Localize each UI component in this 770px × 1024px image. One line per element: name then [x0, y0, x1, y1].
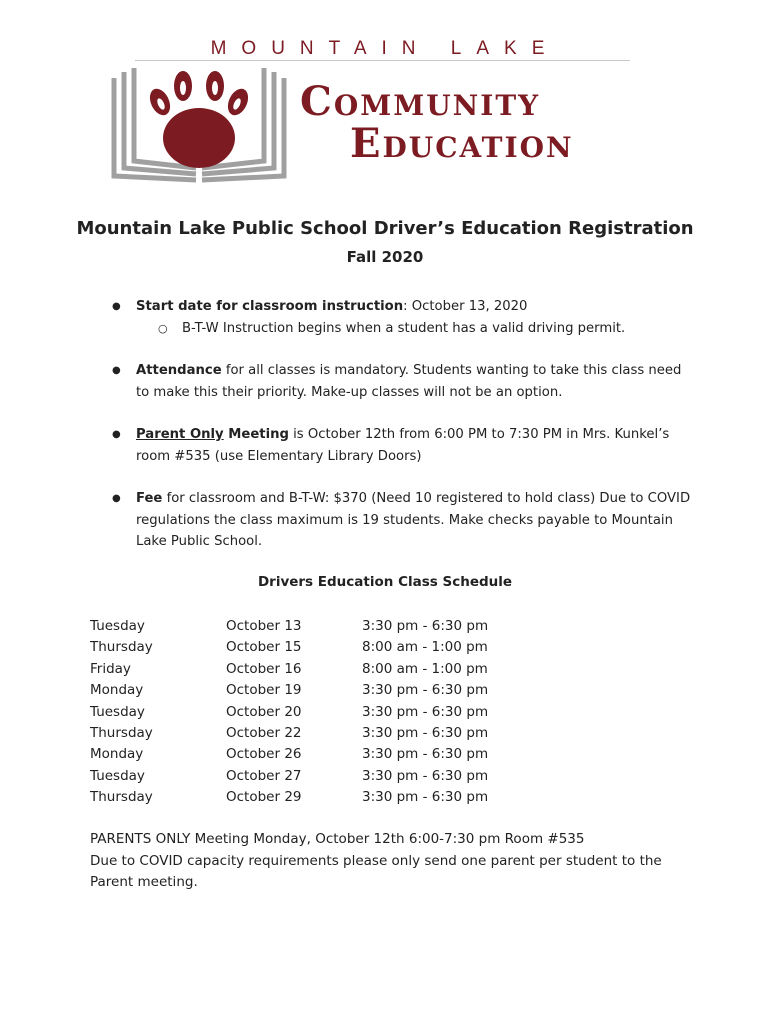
attendance-text: for all classes is mandatory. Students wanting to take this class need to make this their priority. Make-up classes will not be an option. — [136, 363, 682, 400]
day-cell: Thursday — [90, 725, 153, 742]
logo-text-education: Education — [350, 120, 574, 167]
date-cell: October 27 — [226, 767, 302, 784]
paw-on-book-icon — [108, 66, 290, 186]
day-cell: Tuesday — [90, 767, 145, 784]
page-title: Mountain Lake Public School Driver’s Education Registration — [76, 218, 694, 239]
list-item-start-date — [112, 296, 692, 339]
list-item-parent-meeting — [112, 424, 692, 467]
date-cell: October 15 — [226, 639, 302, 656]
date-cell: October 26 — [226, 746, 302, 763]
fee-label: Fee — [136, 491, 163, 506]
time-cell: 3:30 pm - 6:30 pm — [362, 746, 489, 763]
footer-covid-note: Due to COVID capacity requirements please only send one parent per student to the Parent meeting. — [90, 852, 662, 890]
table-row — [90, 702, 562, 723]
time-cell: 3:30 pm - 6:30 pm — [362, 789, 489, 806]
table-row — [90, 616, 562, 637]
day-cell: Tuesday — [90, 703, 145, 720]
date-cell: October 20 — [226, 703, 302, 720]
meeting-label: Meeting — [223, 427, 289, 442]
time-cell: 3:30 pm - 6:30 pm — [362, 618, 489, 634]
sub-item-btw: ○ B-T-W Instruction begins when a student has a valid driving permit. — [136, 318, 692, 340]
day-cell: Tuesday — [90, 618, 145, 634]
table-row — [90, 723, 562, 744]
header-divider — [135, 60, 630, 61]
list-item-attendance — [112, 360, 692, 403]
day-cell: Thursday — [90, 639, 153, 656]
start-date-label: Start date for classroom instruction — [136, 299, 404, 314]
day-cell: Friday — [90, 660, 131, 677]
day-cell: Monday — [90, 746, 144, 763]
list-item-fee — [112, 488, 692, 553]
date-cell: October 29 — [226, 789, 302, 806]
table-row — [90, 659, 562, 680]
attendance-label: Attendance — [136, 363, 222, 378]
footer-notes — [90, 829, 690, 894]
date-cell: October 16 — [226, 660, 302, 677]
time-cell: 3:30 pm - 6:30 pm — [362, 703, 489, 720]
table-row — [90, 744, 562, 765]
day-cell: Thursday — [90, 789, 153, 806]
info-list — [112, 296, 692, 574]
table-row — [90, 787, 562, 808]
fee-text: for classroom and B-T-W: $370 (Need 10 registered to hold class) Due to COVID regulations the class maximum is 19 students. Make checks payable to Mountain Lake Public School. — [136, 491, 691, 549]
table-row — [90, 766, 562, 787]
table-row — [90, 637, 562, 658]
day-cell: Monday — [90, 682, 144, 699]
time-cell: 3:30 pm - 6:30 pm — [362, 725, 489, 742]
time-cell: 3:30 pm - 6:30 pm — [362, 767, 489, 784]
date-cell: October 22 — [226, 725, 302, 742]
table-row — [90, 680, 562, 701]
time-cell: 8:00 am - 1:00 pm — [362, 660, 488, 677]
start-date-text: : October 13, 2020 — [403, 299, 528, 314]
parent-only-label: Parent Only — [136, 427, 224, 442]
header-org-name: MOUNTAIN LAKE — [210, 38, 560, 59]
logo-text-community: Community — [300, 78, 541, 125]
schedule-table — [90, 616, 562, 809]
footer-meeting-line: PARENTS ONLY Meeting Monday, October 12th 6:00-7:30 pm Room #535 — [90, 831, 585, 847]
page-subtitle: Fall 2020 — [346, 248, 424, 266]
parent-meeting-text: is October 12th from 6:00 PM to 7:30 PM in Mrs. Kunkel’s room #535 (use Elementary Library Doors) — [136, 427, 670, 464]
time-cell: 8:00 am - 1:00 pm — [362, 639, 488, 656]
date-cell: October 13 — [226, 618, 302, 634]
time-cell: 3:30 pm - 6:30 pm — [362, 682, 489, 699]
schedule-title: Drivers Education Class Schedule — [257, 574, 513, 590]
date-cell: October 19 — [226, 682, 302, 699]
